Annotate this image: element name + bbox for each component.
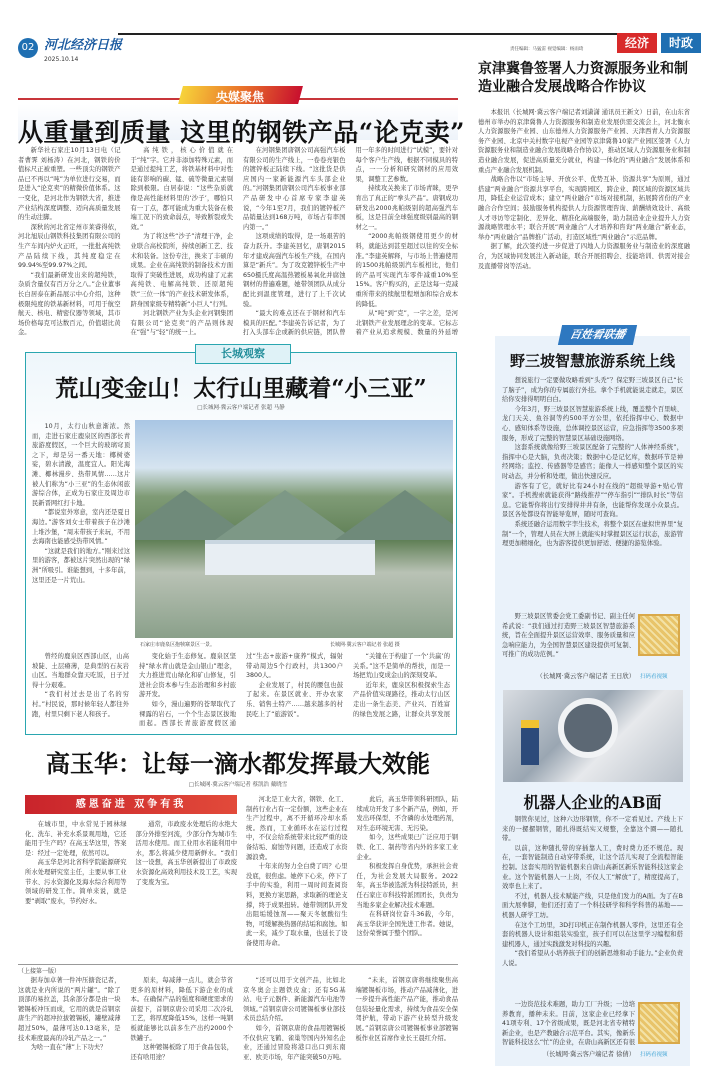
paragraph: 游客有了它，就好比有24小时在线的“超级导游+贴心管家”。手机搜索就能获得“路线推荐”“停车指引”“排队时长”等信息。它能帮你将出行安排得井井有条，也能帮你发现小众景点。景区各处都设有智能导览屏，随时可查询。	[502, 482, 683, 519]
continuation-label: （上接第一版）	[18, 968, 61, 975]
paragraph: 本报讯（长城网·冀云客户端记者刘潇潇 通讯员王新文）日前，在山东省德州市举办的京津冀鲁人力资源服务和制造业发展供需交流会上，河北衡水人力资源服务产业园、山东德州人力资源服务产业园、天津西青人力资源服务产业园、北京中关村数字电视产业园等京津冀鲁10家产业园区签署《人力资源服务业和制造业融合发展战略合作协议》，推动区域人力资源服务业和制造业融合发展，促进高质量充分就业，构建一体化的“两业融合”发展体系和重点产业融合发展机制。	[478, 109, 690, 174]
paragraph: 钢管你见过，这种六边形钢管，你不一定看见过。产线上下来的一摞摞钢管，随扎得既结实又规整，全靠这个圈——随扎带。	[502, 816, 683, 843]
paragraph: 高纯铁，核心价值就在于“纯”字。它并非添加特殊元素，而是通过提纯工艺，将铁基材料中对性能有影响的碳、锰、硫等微量元素剔除到极限。白居泰说：“这些杂质就像是高性能材料里的‘沙子’，哪怕只有一丁点，都可能成为重大装备在极端工况下的致命弱点，导致断裂或失效。”	[130, 147, 233, 231]
paragraph: 企业发展了，村民的腰包也鼓了起来。在景区就业、开办农家乐、销售土特产……越来越多的村民吃上了“旅游饭”。	[246, 681, 343, 718]
qr-caption: 扫码看视频	[640, 674, 668, 680]
paragraph: 深秋的河北省定州市莱睿得依，河北旭辰山钢铁科技集团有限公司的生产车间内炉火正旺，一批批高纯铁产品陆续下线，其纯度稳定在99.94%至99.97%之间。	[18, 223, 121, 270]
page-number: 02	[18, 38, 38, 58]
paragraph: 高玉华是河北省科学院能源研究所水处理研究室主任，主要从事工业节水、污水资源化及海水综合利用等领域的研发工作。简单来说，就是要“剥取”废水，节约好水。	[25, 859, 127, 905]
paragraph: 据了解，此次签约进一步促进了四地人力资源服务业与制造业的深度融合，为区域协同发展注入新动能，联合开展招聘会、技能培训、供需对接会及直播带岗等活动。	[478, 243, 690, 270]
paragraph: “关键在于构建了一个‘共赢’的关系。”这不是简单的帮扶，而是一场把荒山变成金山的深刻变革。	[353, 653, 450, 680]
byline: □长城网·冀云客户端记者 张超 马静	[197, 405, 285, 411]
paragraph: 这种镀锡板除了用于食品包装，还有啥用途？	[130, 1044, 233, 1061]
divider	[18, 964, 458, 965]
paragraph: 近年来，鹿泉区积极探索生态产品价值实现路径，推动太行山区走出一条生态美、产业兴、百姓富的绿色发展之路，让群众共享发展	[353, 681, 450, 718]
paragraph: 为啥一直在“薄”上下功夫？	[30, 1044, 107, 1052]
article-body-gao-left	[25, 820, 237, 960]
paragraph: 在这个工坊里，3D打印机正在制作机器人零件，这里还有全套的机器人设计和组装实验室，孩子们可以在这里学习编程和搭建机器人，通过实践激发对科技的兴趣。	[502, 921, 683, 948]
kicker-baixing: 百姓看联播	[558, 325, 637, 345]
paragraph: 曾经的鹿泉区西部山区，山高坡陡、土层瘠薄，是典型的石灰岩山区。当地群众靠天吃饭，日子过得十分艰难。	[32, 653, 129, 689]
paragraph: “还可以用于文创产品，比如北京冬奥会主题铁皮盒；还有5G基站、电子元器件、新能源汽车电池等领域。”首钢京唐公司镀锡板事业部技术员总结介绍。	[243, 977, 346, 1023]
headline-taihang: 荒山变金山！太行山里藏着“小三亚”	[55, 375, 427, 402]
paragraph: 在河钢集团唐钢公司高强汽车板有限公司的生产线上，一卷卷亮银色的镀锌板正陆续下线。“这批货是供应国内一家新能源汽车头部企业的。”河钢集团唐钢公司汽车板事业部产品研发中心首席专家李建英说，“今年1至7月，我们的镀锌板产品销量达到168万吨，市场占有率国内第一。”	[243, 147, 346, 231]
paragraph: 十年来的努力全白费了吗？心里没底，很焦虑。她停下心来，停下了手中的实验，利用一周时间查阅资料，更换方案思路，求取新的理论支撑，终于成果扭转。她带领团队开发出阻垢缓蚀剂——聚天冬氨酸衍生物，可缓解换热器的结垢和腐蚀。如此一来，减少了取水量，也延长了设备使用寿命。	[246, 863, 348, 947]
signature: （长城网·冀云客户端记者 徐倩）	[542, 1051, 635, 1058]
paragraph: 如今，这些成果已广泛应用于钢铁、化工、制药等省内外的多家工业企业。	[356, 834, 458, 861]
article-body-yesanpo-end	[502, 612, 635, 672]
kicker-changcheng: 长城观察	[195, 344, 291, 364]
paragraph: “我们希望从小培养孩子们的创新思维和动手能力。”企业负责人说。	[502, 950, 683, 967]
paragraph: “都说室外寒意，室内还是夏日海边。”游客刘女士带着孩子在沙滩上堆沙堡，“周末带孩子来玩，不用去海南也能感受热带风情。”	[32, 509, 130, 546]
paragraph: 河北钢铁产业为头企业河钢集团有限公司“论克卖”的产品则体现在“强”与“轻”的统一上。	[130, 310, 233, 337]
paragraph: 野三坡景区管委会党工委副书记、副主任何希武说：“我们通过打造野三坡景区智慧旅游系统，旨在全面提升景区运营效率、服务质量和应急响应能力，为全国智慧景区建设提供可复制、可推广的成功范例。”	[502, 613, 635, 659]
article-body-taihang-sidebar	[32, 422, 130, 640]
article-body-robot	[502, 815, 683, 1000]
kicker-label: 央媒聚焦	[215, 90, 264, 104]
paragraph: “这就是我们的地方。”刚来过这里的游客，都被这片突然出现的“绿洲”所吸引。谁能想到，十多年前，这里还是一片荒山。	[32, 547, 130, 584]
byline: □长城网·冀云客户端记者 蔡凯浩 戴晓雪	[188, 782, 288, 788]
paragraph: 据寿加卓著一件冲压搪瓷记者，这就是业内所说的“两片罐”。“除了顶部的易拉盖，其余部分都是由一块镀锡板冲压而成，它用的就是首钢京唐生产的超冲拉拔镀锡板，罐壁减薄超过50%，最薄可达0.13毫米，是技术难度最高的冷轧产品之一。”	[18, 977, 121, 1042]
paragraph: 积极发挥自身优势，承担社会责任，为社会发展大局服务。2022年，高玉华被选派为科技特派员，担任石家庄市科技特派团团长，负责为当地多家企业解决技术难题。	[356, 863, 458, 909]
article-body-robot-end	[502, 1000, 635, 1048]
headline-hr-agreement: 京津冀鲁签署人力资源服务业和制造业融合发展战略合作协议	[478, 61, 688, 95]
signature: （长城网·冀云客户端记者 王日欣）	[536, 673, 635, 680]
article-body-taihang	[32, 652, 450, 730]
article-body-yesanpo	[502, 376, 683, 612]
section-tag-economy: 经济	[617, 33, 657, 53]
paragraph: 此后，高玉华带领科研团队，陆续成功开发了多个新产品，例如，开发出环保型、不含磷的水处理药剂，对生态环境无害、无污染。	[356, 796, 458, 832]
headline-gao-yuhua: 高玉华：让每一滴水都发挥最大效能	[46, 749, 430, 778]
article-body-gao-right	[246, 795, 458, 960]
section-tag-politics: 时政	[661, 33, 701, 53]
qr-caption: 扫码看视频	[640, 1052, 668, 1058]
paragraph: “我们最新研发出来的超纯铁，杂质含量仅有百万分之八。”企业董事长白居泰在新品展示中心介绍，这种极限纯度的铁基新材料，可用于航空航天、核电、精密仪器等领域，其市场价格每克可达数百元，价值堪比黄金。	[18, 271, 121, 337]
editors-credit: 责任编辑：马猛雷 视觉编辑：杨雨琦	[510, 47, 584, 52]
paragraph: 今年3月，野三坡景区智慧旅游系统上线，覆盖整个百里峡、龙门天关、鱼谷洞等约500平方公里，依托指挥中心、数据中心、感知体系等设施，总体调控景区运营，应急指挥等3500多项服务，形成了完整的智慧景区基础设施网络。	[502, 405, 683, 442]
banner-gan-en: 感恩奋进 双争有我	[25, 795, 237, 814]
paragraph: 以前，这种随扎带的穿插靠人工，费时费力还不规范。现在，一套智能制造自动穿带系统，让这个活儿实现了全流程智能控制。这套实用的智能机器来自唐山高新区新乐智能科技这家企业。这个智能机器人一上岗，不仅人工“解放”了，精度提高了，效率也上来了。	[502, 844, 683, 891]
paragraph: “2000兆帕级钢使用更少的材料，就能达到甚至超过以往的安全标准。”李建英解释，与市场上普遍使用的1500兆帕级别汽车板相比，他们的产品可实现汽车零件减重10%至15%。客户购买的，正是这每一克减重所带来的续航里程增加和综合成本的降低。	[355, 233, 458, 308]
headline-yesanpo: 野三坡智慧旅游系统上线	[509, 352, 675, 370]
paragraph: 新华社石家庄10月13日电（记者曹霁 刘杨涛）在河北，钢铁的价值标尺正被重塑。一些顶尖的钢铁产品已不再以“吨”为单位进行交易，而是进入“论克卖”的精微价值体系。这一变化，是河北作为钢铁大省，推进产业结构深度调整、迈向高质量发展的生动注脚。	[18, 147, 121, 222]
paragraph: 变化始于生态修复。鹿泉区坚持“绿水青山就是金山银山”理念，大力推进荒山绿化和矿山修复，引进社会资本参与生态治理和乡村旅游开发。	[139, 653, 236, 699]
newspaper-logo: 河北经济日报	[44, 38, 123, 53]
headline-steel: 从重量到质量 这里的钢铁产品“论克卖”	[18, 118, 465, 147]
paragraph: 为了将这些“沙子”清理干净，企业联合高校院所，持续创新工艺、技术和装备。这份专注，换来了丰硕的成果。企业在高纯铁的制备技术方面取得了突破性进展，成功构建了元素高纯铁、电解高纯铁、还原超纯铁“三位一体”的产业技术研发体系，跻身国家级专精特新“小巨人”行列。	[130, 233, 233, 308]
paragraph: 持续攻关换来了市场青睐，更孕育出了真正的“拳头产品”。唐钢成功研发出2000兆帕级别的超高强汽车板，这是目前全球强度级别最高的钢材之一。	[355, 185, 458, 231]
paragraph: 在城市里，中水常见于园林绿化、洗车、补充水系景观用地，它还能用于生产吗？在高玉华这里，答案是：经过一定处理，依然可以。	[25, 821, 127, 857]
paragraph: 战略合作以“市场主导、开放公平、优势互补、资源共享”为原则，通过搭建“两业融合”资源共享平台，实现跨园区、跨企业、跨区域的资源区域共用，降低企业运营成本；建立“两业融合”市场对接机制，拓展跨省份的产业融合合作空间；鼓励服务机构提供人力资源管理咨询、薪酬绩效设计、高级人才寻访等定制化、差异化、精准化高端服务，助力制造业企业提升人力资源战略管理水平；联合开展“两业融合”人才培养和咨询“两业融合”新业态，举办“两业融合”品牌推广活动，打造区域性“两业融合”示范品牌。	[478, 176, 690, 241]
article-body-continuation	[18, 976, 458, 1068]
paragraph: 一边资范技术难题，助力工厂升级；一边培养教育，播种未来。目前，这家企业已经拿下41项专利、17个省级成果，既是河北省专精特新企业，也是产教融合示范平台。其实，像新乐智能科技这么“忙”的企业，在唐山高新区还有很	[502, 1001, 635, 1047]
paragraph: 不过，机器人技术赋能产线，只是他们发力的A面。为了在B面大展拳脚，他们还打造了一个科技研学和科学科普的基地——机器人研学工坊。	[502, 892, 683, 919]
paragraph: 原来，每减薄一点儿，就会节省更多的原材料，降低下游企业的成本。在确保产品的强度和硬度需求的前提下，首钢京唐公司采用二次冷轧工艺，将厚度降低15%，这样一吨钢板就能够比以前多生产出约2000个铁罐子。	[130, 977, 233, 1042]
photo-credit: 长城网·冀云客户端记者 张超 摄	[330, 642, 400, 648]
paragraph: 河北是工业大省，钢铁、化工、制药行业占有一定份额，这些企业在生产过程中，离不开循环冷却水系统。然而，工业循环水在运行过程中，不仅会给系统带来比较严重的设备结垢、腐蚀等问题，还造成了水资源浪费。	[246, 796, 348, 861]
paragraph: “未来，首钢京唐将继续聚焦高端镀锡板市场，推动产品减薄化，进一步提升高性能产品产能，推动食品包装轻量化需求，持续为食品安全保驾护航，带动下游产业转型升级发展。”首钢京唐公司镀锡板事业部镀锡板作业区首席作业长王晨红介绍。	[355, 977, 458, 1042]
article-body-steel	[18, 146, 458, 341]
paragraph: 系统还融合运用数字孪生技术，将整个景区在虚拟世界里“复制”一个，管理人员在大屏上就能实时掌握景区运行状态，旅游管理更加精细化，也为游客提供更加舒适、便捷的游览体验。	[502, 520, 683, 548]
paragraph: 如今，漫山遍野的苍翠取代了裸露的岩石，一个个生态景区拔地而起。西部长青旅游度假区通过“生态+旅游+康养”模式，辐射带动周边5个行政村，共1300户3800人。	[139, 653, 343, 728]
article-body-hr	[478, 108, 690, 313]
paragraph: 10月，太行山秋意渐浓。然而，走进石家庄鹿泉区的西部长青旅游度假区，一个巨大的玻璃穹顶之下，却是另一番天地：椰树婆娑，碧水清澈，温度宜人。阳光海滩、椰林漫步、热带风情……这片被人们称为“小三亚”的生态休闲旅游综合体，正成为石家庄及周边市民新晋网红打卡地。	[32, 423, 130, 507]
paragraph: 这项成绩的取得，是一场艰苦的奋力跃升。李建英回忆，唐钢2015年才建成高强汽车板生产线，在国内算是“新兵”。为了攻克镀锌板生产中650摄氏度高温热镀板易氧化并腐蚀钢材的普遍难题，她带领团队从成分配比到温度管理，进行了上千次试验。	[243, 233, 346, 308]
header-rule	[118, 33, 618, 35]
photo-resort	[135, 420, 453, 638]
qr-code-icon[interactable]	[638, 614, 680, 656]
paragraph: “我们村过去是出了名的穷村。”村民说，那时候年轻人都往外跑，村里只剩下老人和孩子。	[32, 691, 129, 718]
paragraph: 这套系统就像给野三坡景区配备了完整的“人体神经系统”，指挥中心是大脑，负责决策；数据中心是记忆库，数据环节是神经网络；监控、传感器等是感官；能像人一样感知整个景区的实时动态，并分析和处理，做出快速反应。	[502, 444, 683, 480]
paragraph: 从“吨”到“克”，一字之差，是河北钢铁产业发展理念的变革。它标志着产业从追求规模、数量的外延增	[355, 310, 458, 337]
paragraph: 通常，市政废水处理后的水绝大部分外排至河流，少部分作为城市生活用水使用。而工业用水若能利用中水，那么将减少使用新鲜水。“我们这一设想，高玉华创新提出了市政废水资源化高效利用技术及工艺，实现了变废为宝。	[135, 821, 237, 886]
photo-caption: 石家庄市鹿泉区抱犊寨景区一景。	[140, 642, 216, 648]
paragraph: 如今，首钢京唐的食品用镀锡板不仅供应飞鹤、雀巢等国内外知名企业，还通过冒险将港口出口到东南亚、欧美市场，年产能突破50万吨。	[243, 1024, 346, 1061]
headline-robot: 机器人企业的AB面	[523, 793, 662, 812]
paragraph: 在科研岗位奋斗36载，今年，高玉华获评全国先进工作者。她说，这份荣誉属于整个团队。	[356, 911, 458, 938]
photo-robot-factory	[503, 690, 683, 782]
paragraph: “最大的难点还在于钢材和汽车模具的匹配。”李建英告诉记者，为了打入头部车企或新的供应链，团队曾用一年多的时间进行“试模”，要针对每个客户生产线，根据不同模具的特点，一一分析和研究钢材的应用效果，调整工艺参数。	[243, 147, 458, 337]
issue-date: 2025.10.14	[44, 56, 79, 63]
qr-code-icon[interactable]	[638, 1002, 680, 1044]
paragraph: 想说旅行一定要做攻略看到“头秃”？保定野三坡景区自己“长了脑子”，成为你的专属旅行外挂。拿个手机就能说走就走，景区给你安排得明明白白。	[502, 377, 683, 404]
